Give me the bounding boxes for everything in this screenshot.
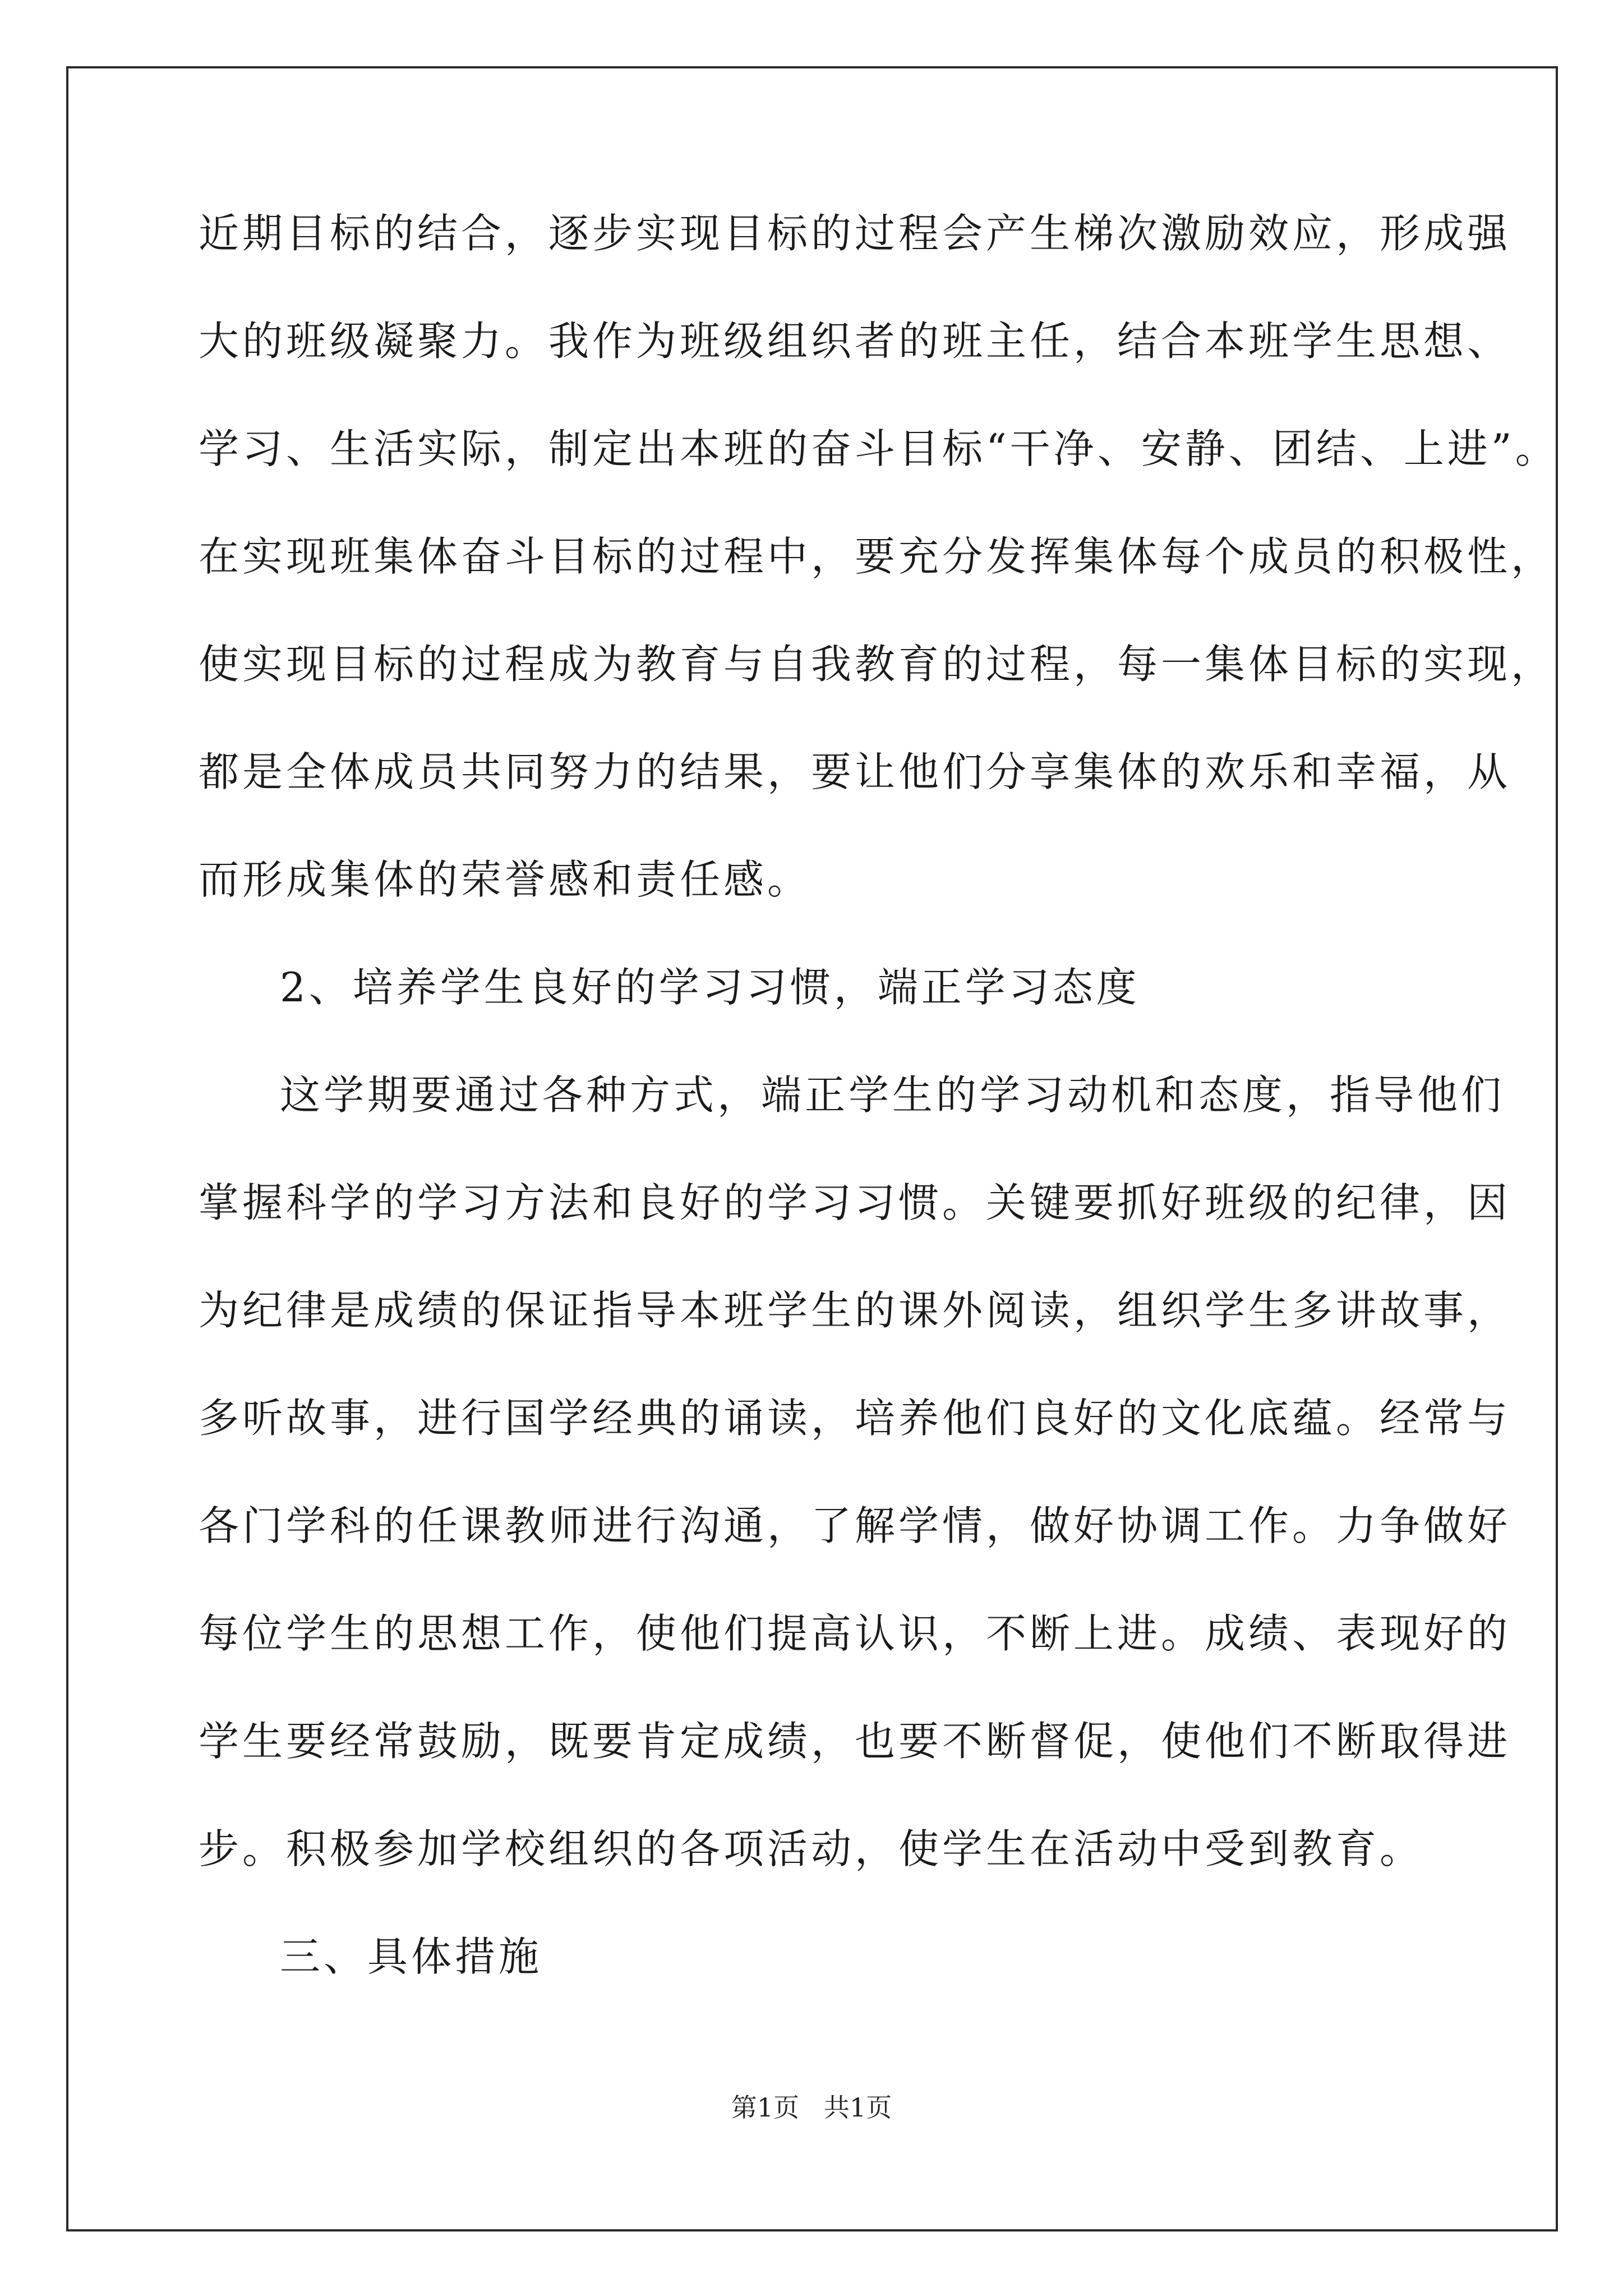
text-line: 在实现班集体奋斗目标的过程中，要充分发挥集体每个成员的积极性， [199,533,1555,580]
text-line: 而形成集体的荣誉感和责任感。 [199,856,811,903]
text-line: 学习、生活实际，制定出本班的奋斗目标“干净、安静、团结、上进”。 [199,425,1559,472]
text-line: 使实现目标的过程成为教育与自我教育的过程，每一集体目标的实现， [199,641,1555,688]
page-number-footer: 第1页 共1页 [731,2092,892,2123]
text-line: 多听故事，进行国学经典的诵读，培养他们良好的文化底蕴。经常与 [199,1395,1511,1442]
text-line: 为纪律是成绩的保证指导本班学生的课外阅读，组织学生多讲故事， [199,1287,1511,1334]
text-line: 都是全体成员共同努力的结果，要让他们分享集体的欢乐和幸福，从 [199,748,1511,795]
text-line: 大的班级凝聚力。我作为班级组织者的班主任，结合本班学生思想、 [199,318,1511,365]
text-line: 这学期要通过各种方式，端正学生的学习动机和态度，指导他们 [280,1071,1505,1119]
text-line: 各门学科的任课教师进行沟通，了解学情，做好协调工作。力争做好 [199,1502,1511,1549]
text-line: 三、具体措施 [280,1933,543,1980]
text-line: 学生要经常鼓励，既要肯定成绩，也要不断督促，使他们不断取得进 [199,1718,1511,1765]
text-line: 掌握科学的学习方法和良好的学习习惯。关键要抓好班级的纪律，因 [199,1179,1511,1226]
text-line: 每位学生的思想工作，使他们提高认识，不断上进。成绩、表现好的 [199,1610,1511,1657]
text-line: 2、培养学生良好的学习习惯，端正学习态度 [280,964,1140,1011]
text-line: 步。积极参加学校组织的各项活动，使学生在活动中受到教育。 [199,1825,1424,1872]
text-line: 近期目标的结合，逐步实现目标的过程会产生梯次激励效应，形成强 [199,210,1511,257]
document-body [199,210,1559,2044]
